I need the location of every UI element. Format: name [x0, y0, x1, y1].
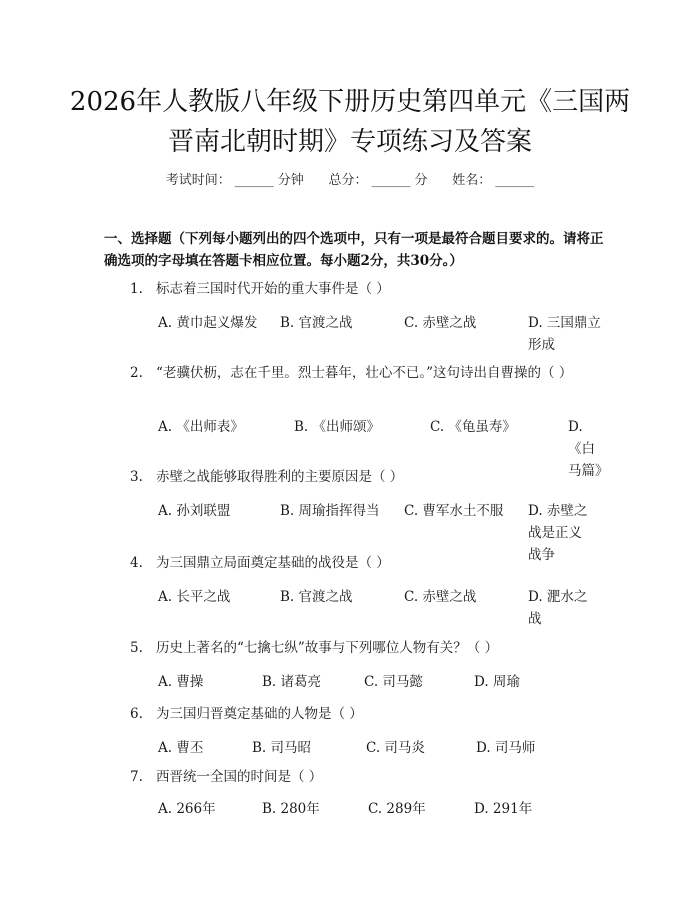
option-a[interactable]: A. 孙刘联盟	[158, 503, 231, 519]
options-1	[104, 312, 601, 356]
options-4	[104, 586, 594, 630]
option-b[interactable]: B. 《出师颂》	[294, 419, 381, 435]
question-number: 6.	[130, 706, 143, 722]
option-a[interactable]: A. 曹丕	[158, 740, 204, 756]
option-b[interactable]: B. 官渡之战	[280, 315, 353, 331]
question-text: 为三国归晋奠定基础的人物是（ ）	[156, 706, 363, 722]
question-text: 历史上著名的“七擒七纵”故事与下列哪位人物有关？（ ）	[156, 640, 499, 656]
section-heading: 一、选择题（下列每小题列出的四个选项中，只有一项是最符合题目要求的。请将正确选项的字母填在答题卡相应位置。每小题2分，共30分。）	[104, 231, 604, 269]
option-c[interactable]: C. 赤壁之战	[404, 315, 477, 331]
question-text: “老骥伏枥，志在千里。烈士暮年，壮心不已。”这句诗出自曹操的（ ）	[156, 365, 573, 381]
options-7	[104, 798, 594, 820]
score-unit: 分	[414, 173, 428, 188]
option-d[interactable]: D. 《白马篇》	[568, 419, 609, 479]
option-b[interactable]: B. 280年	[262, 801, 320, 817]
question-number: 1.	[130, 281, 143, 297]
time-label: 考试时间：	[165, 173, 231, 188]
time-unit: 分钟	[277, 173, 304, 188]
option-a[interactable]: A. 266年	[158, 801, 216, 817]
option-c[interactable]: C. 司马炎	[366, 740, 425, 756]
question-text: 标志着三国时代开始的重大事件是（ ）	[156, 281, 390, 297]
question-text: 为三国鼎立局面奠定基础的战役是（ ）	[156, 555, 390, 571]
option-b[interactable]: B. 周瑜指挥得当	[280, 503, 380, 519]
option-c[interactable]: C. 赤壁之战	[404, 589, 477, 605]
question-7	[104, 766, 604, 788]
exam-info	[0, 169, 700, 188]
question-number: 7.	[130, 769, 143, 785]
question-2	[104, 362, 604, 384]
question-number: 5.	[130, 640, 143, 656]
question-1	[104, 278, 604, 300]
question-4	[104, 552, 604, 574]
option-a[interactable]: A. 曹操	[158, 674, 204, 690]
option-d[interactable]: D. 赤壁之战是正义战争	[528, 503, 588, 563]
name-label: 姓名：	[452, 173, 492, 188]
options-5	[104, 671, 594, 693]
option-c[interactable]: C. 司马懿	[364, 674, 423, 690]
option-d[interactable]: D. 三国鼎立形成	[528, 315, 601, 353]
score-label: 总分：	[328, 173, 368, 188]
option-a[interactable]: A. 《出师表》	[158, 419, 244, 435]
document-title: 2026年人教版八年级下册历史第四单元《三国两晋南北朝时期》专项练习及答案	[69, 87, 631, 157]
question-3	[104, 466, 604, 488]
question-5	[104, 637, 604, 659]
option-a[interactable]: A. 黄巾起义爆发	[158, 315, 258, 331]
question-number: 3.	[130, 469, 143, 485]
question-text: 西晋统一全国的时间是（ ）	[156, 769, 323, 785]
question-number: 4.	[130, 555, 143, 571]
option-c[interactable]: C. 曹军水土不服	[404, 503, 504, 519]
option-a[interactable]: A. 长平之战	[158, 589, 231, 605]
question-6	[104, 703, 604, 725]
question-number: 2.	[130, 365, 143, 381]
option-d[interactable]: D. 291年	[474, 801, 533, 817]
option-b[interactable]: B. 诸葛亮	[262, 674, 322, 690]
score-blank[interactable]: ______	[371, 173, 411, 188]
time-blank[interactable]: ______	[234, 173, 274, 188]
option-d[interactable]: D. 淝水之战	[528, 589, 588, 627]
options-6	[104, 737, 594, 759]
option-d[interactable]: D. 司马师	[476, 740, 536, 756]
option-c[interactable]: C. 《龟虽寿》	[430, 419, 516, 435]
option-d[interactable]: D. 周瑜	[474, 674, 520, 690]
option-b[interactable]: B. 司马昭	[252, 740, 312, 756]
name-blank[interactable]: ______	[495, 173, 535, 188]
option-c[interactable]: C. 289年	[368, 801, 426, 817]
question-text: 赤壁之战能够取得胜利的主要原因是（ ）	[156, 469, 404, 485]
option-b[interactable]: B. 官渡之战	[280, 589, 353, 605]
